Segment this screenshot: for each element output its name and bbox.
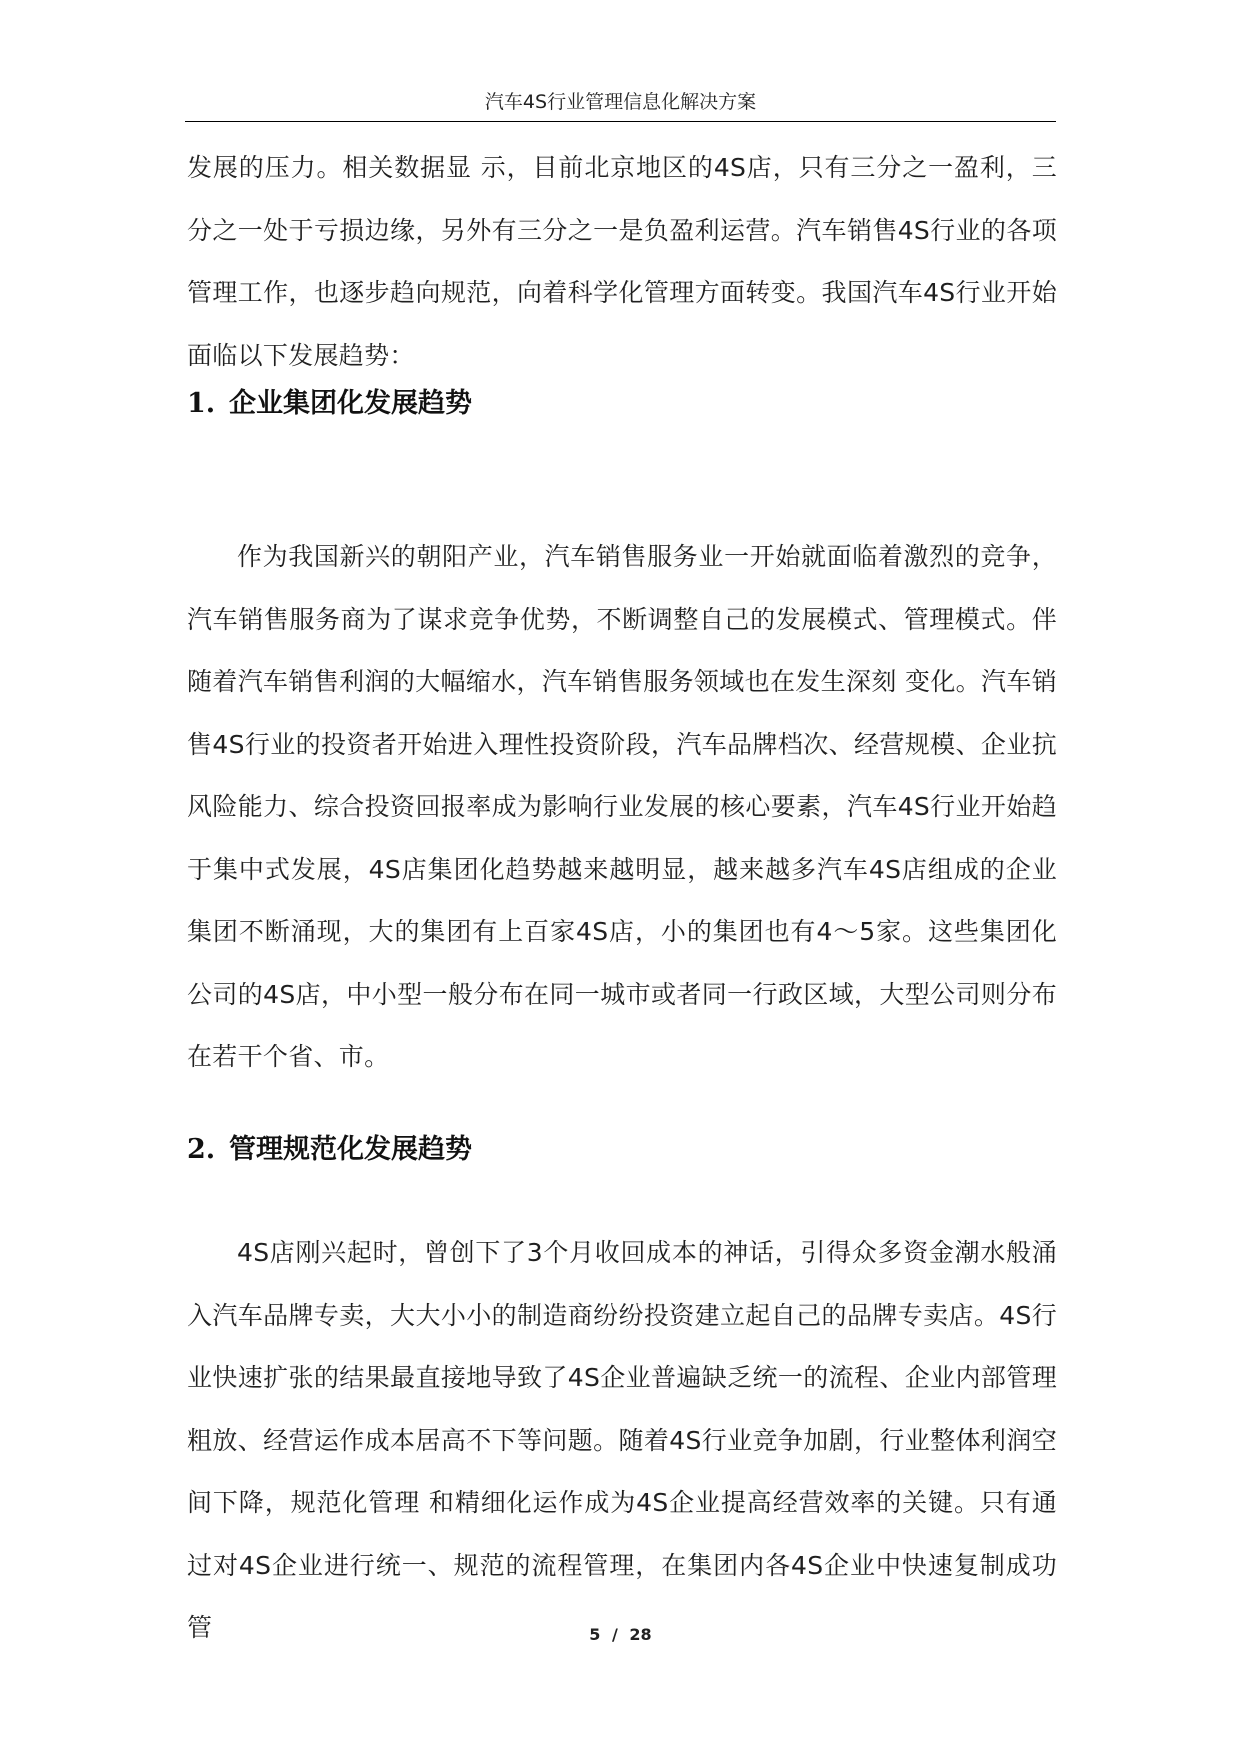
section-heading-2	[187, 1130, 1057, 1170]
running-header: 汽车4S行业管理信息化解决方案	[484, 91, 757, 113]
section-number: 1.	[187, 388, 216, 419]
intro-paragraph: 发展的压力。相关数据显 示，目前北京地区的4S店，只有三分之一盈利，三分之一处于亏损边缘，另外有三分之一是负盈利运营。汽车销售4S行业的各项管理工作，也逐步趋向规范，向着科学化管理方面转变。我国汽车4S行业开始面临以下发展趋势：	[187, 153, 1057, 370]
section-title: 管理规范化发展趋势	[229, 1134, 472, 1165]
section-2-paragraph: 4S店刚兴起时，曾创下了3个月收回成本的神话，引得众多资金潮水般涌入汽车品牌专卖，大大小小的制造商纷纷投资建立起自己的品牌专卖店。4S行业快速扩张的结果最直接地导致了4S企业普遍缺乏统一的流程、企业内部管理粗放、经营运作成本居高不下等问题。随着4S行业竞争加剧，行业整体利润空间下降，规范化管理 和精细化运作成为4S企业提高经营效率的关键。只有通过对4S企业进行统一、规范的流程管理，在集团内各4S企业中快速复制成功管	[187, 1238, 1057, 1642]
section-title: 企业集团化发展趋势	[229, 388, 472, 419]
page-number: 5 / 28	[589, 1625, 652, 1644]
section-number: 2.	[187, 1134, 216, 1165]
section-1-paragraph: 作为我国新兴的朝阳产业，汽车销售服务业一开始就面临着激烈的竞争，汽车销售服务商为了谋求竞争优势，不断调整自己的发展模式、管理模式。伴随着汽车销售利润的大幅缩水，汽车销售服务领域也在发生深刻 变化。汽车销售4S行业的投资者开始进入理性投资阶段，汽车品牌档次、经营规模、企业抗风险能力、综合投资回报率成为影响行业发展的核心要素，汽车4S行业开始趋于集中式发展，4S店集团化趋势越来越明显，越来越多汽车4S店组成的企业集团不断涌现，大的集团有上百家4S店，小的集团也有4～5家。这些集团化公司的4S店，中小型一般分布在同一城市或者同一行政区域，大型公司则分布在若干个省、市。	[187, 542, 1057, 1071]
section-heading-1	[187, 384, 1057, 424]
header-rule	[185, 121, 1056, 122]
